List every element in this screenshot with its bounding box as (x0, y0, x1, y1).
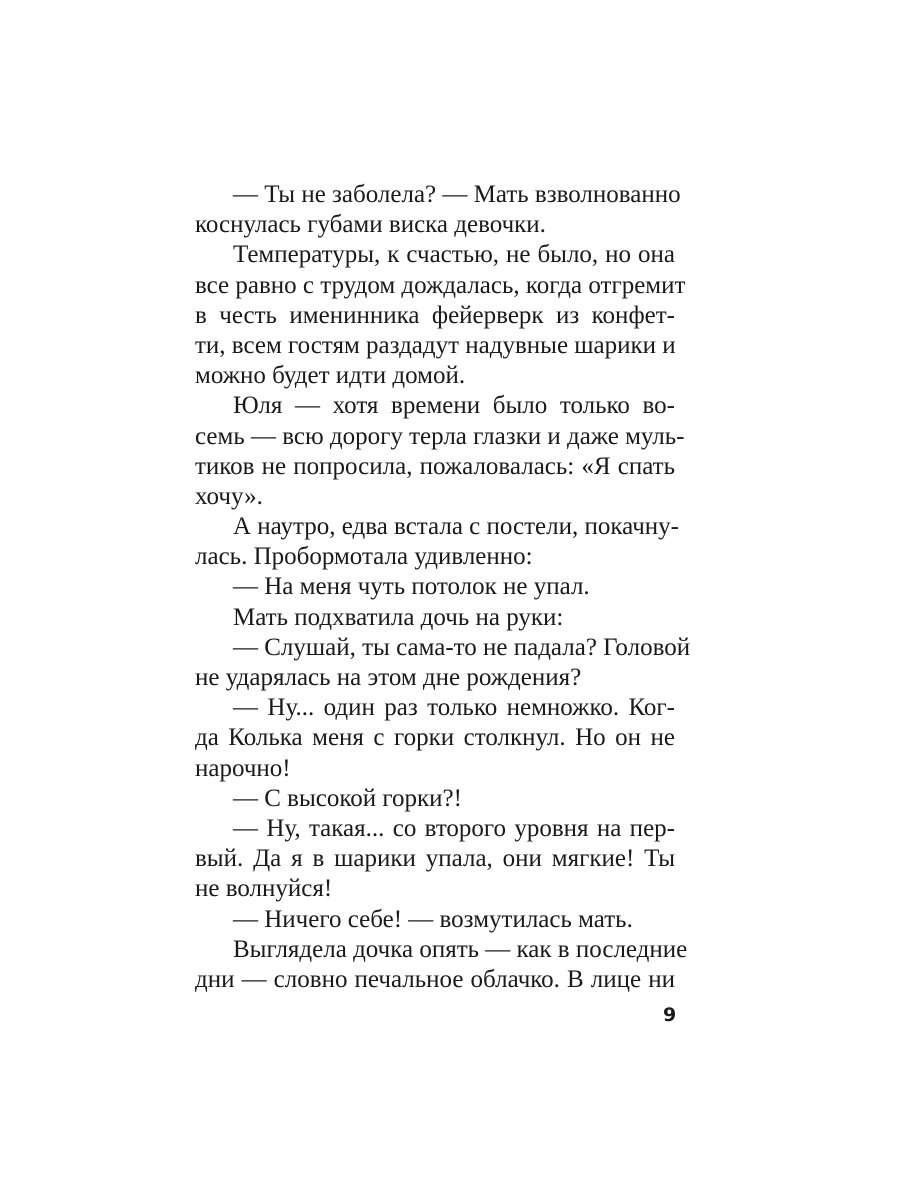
text-line: в честь именинника фейерверк из конфет- (195, 301, 675, 329)
text-line: коснулась губами виска девочки. (195, 211, 546, 239)
page-number: 9 (663, 1004, 677, 1026)
text-line: все равно с трудом дождалась, когда отгремит (195, 271, 686, 299)
text-line: можно будет идти домой. (195, 362, 466, 390)
text-line: — Ты не заболела? — Мать взволнованно (233, 181, 681, 208)
text-line: Выглядела дочка опять — как в последние (233, 935, 688, 963)
text-line: — С высокой горки?! (233, 784, 462, 812)
text-line: хочу». (195, 482, 263, 510)
text-line: дни — словно печальное облачко. В лице ни (195, 965, 675, 993)
text-line: нарочно! (195, 754, 291, 782)
text-line: — Ну, такая... со второго уровня на пер- (233, 814, 675, 842)
text-line: Мать подхватила дочь на руки: (233, 603, 564, 631)
text-line: не ударялась на этом дне рождения? (195, 664, 582, 691)
text-line: — Слушай, ты сама-то не падала? Головой (233, 633, 691, 661)
text-line: — Ничего себе! — возмутилась мать. (233, 905, 633, 933)
text-line: ти, всем гостям раздадут надувные шарики и (195, 331, 676, 359)
text-line: не волнуйся! (195, 875, 333, 903)
text-line: Юля — хотя времени было только во- (233, 392, 675, 420)
body-text (195, 180, 691, 995)
text-line: тиков не попросила, пожаловалась: «Я спать (195, 452, 675, 480)
text-line: А наутро, едва встала с постели, покачну- (233, 513, 680, 541)
text-line: вый. Да я в шарики упала, они мягкие! Ты (195, 845, 675, 873)
text-line: семь — всю дорогу терла глазки и даже муль- (195, 422, 685, 450)
text-line: — На меня чуть потолок не упал. (233, 573, 590, 601)
text-line: — Ну... один раз только немножко. Ког- (233, 694, 675, 722)
text-line: да Колька меня с горки столкнул. Но он не (195, 724, 675, 752)
text-line: Температуры, к счастью, не было, но она (233, 241, 675, 269)
text-line: лась. Пробормотала удивленно: (195, 543, 533, 571)
